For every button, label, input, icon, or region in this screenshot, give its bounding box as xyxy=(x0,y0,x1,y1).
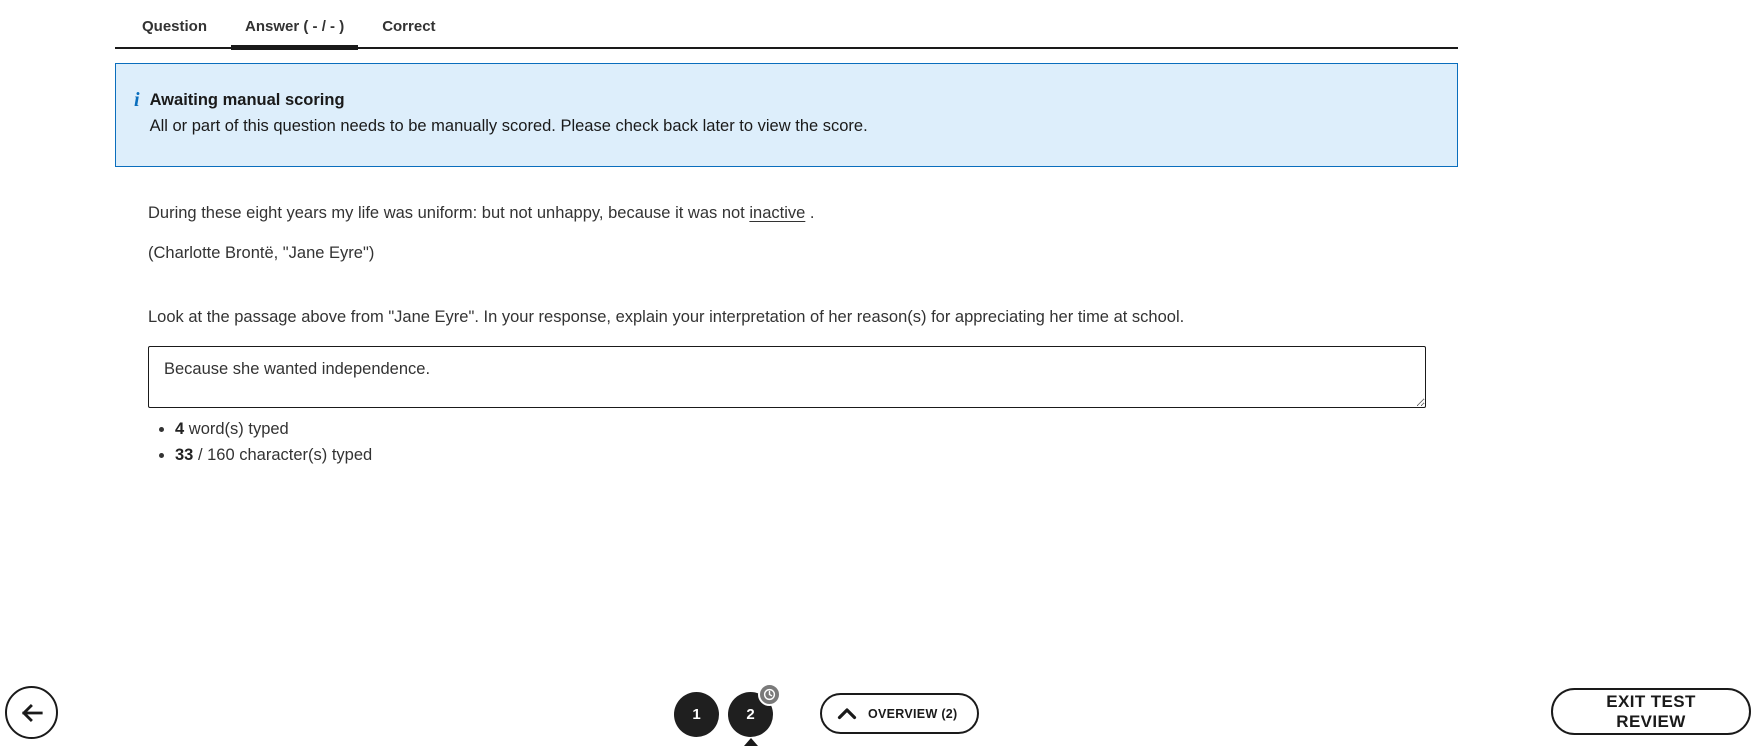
tab-correct[interactable]: Correct xyxy=(382,18,436,35)
passage-underlined-word: inactive xyxy=(749,204,806,222)
notice-title: Awaiting manual scoring xyxy=(149,91,345,109)
question-1-button[interactable] xyxy=(674,692,719,737)
current-question-pointer xyxy=(744,738,758,746)
passage-text xyxy=(148,202,1458,224)
overview-button-label: OVERVIEW (2) xyxy=(868,706,958,721)
characters-typed-stat xyxy=(175,446,1458,465)
clock-icon xyxy=(763,688,776,701)
passage-citation: (Charlotte Brontë, "Jane Eyre") xyxy=(148,244,375,262)
info-icon: i xyxy=(134,89,140,111)
tab-answer[interactable]: Answer ( - / - ) xyxy=(231,14,358,47)
pending-score-badge xyxy=(758,683,781,706)
exit-test-review-button[interactable]: EXIT TEST REVIEW xyxy=(1551,688,1751,735)
notice-text xyxy=(150,89,868,137)
response-stats xyxy=(148,420,1458,465)
passage-text-before: During these eight years my life was uniform: but not unhappy, because it was not xyxy=(148,204,750,222)
overview-button[interactable] xyxy=(820,693,979,734)
question-2-button[interactable] xyxy=(728,692,773,737)
question-1-number: 1 xyxy=(692,706,701,723)
arrow-left-icon xyxy=(19,700,45,726)
response-textarea[interactable] xyxy=(148,346,1426,408)
tab-bar xyxy=(115,0,1458,49)
words-typed-stat xyxy=(175,420,1458,439)
tab-question[interactable]: Question xyxy=(142,18,208,35)
notice-body: All or part of this question needs to be manually scored. Please check back later to view the score. xyxy=(149,117,868,135)
question-2-number: 2 xyxy=(746,706,755,723)
test-review-content xyxy=(115,0,1458,472)
passage-text-after: . xyxy=(805,204,815,222)
words-typed-count: 4 xyxy=(175,420,185,438)
back-button[interactable] xyxy=(5,686,58,739)
awaiting-scoring-notice xyxy=(115,63,1458,167)
question-prompt: Look at the passage above from "Jane Eyre". In your response, explain your interpretation of her reason(s) for appreciating her time at school. xyxy=(148,308,1185,326)
characters-typed-count: 33 xyxy=(175,446,194,464)
characters-typed-label: / 160 character(s) typed xyxy=(193,446,373,464)
words-typed-label: word(s) typed xyxy=(184,420,289,438)
chevron-up-icon xyxy=(837,707,857,720)
